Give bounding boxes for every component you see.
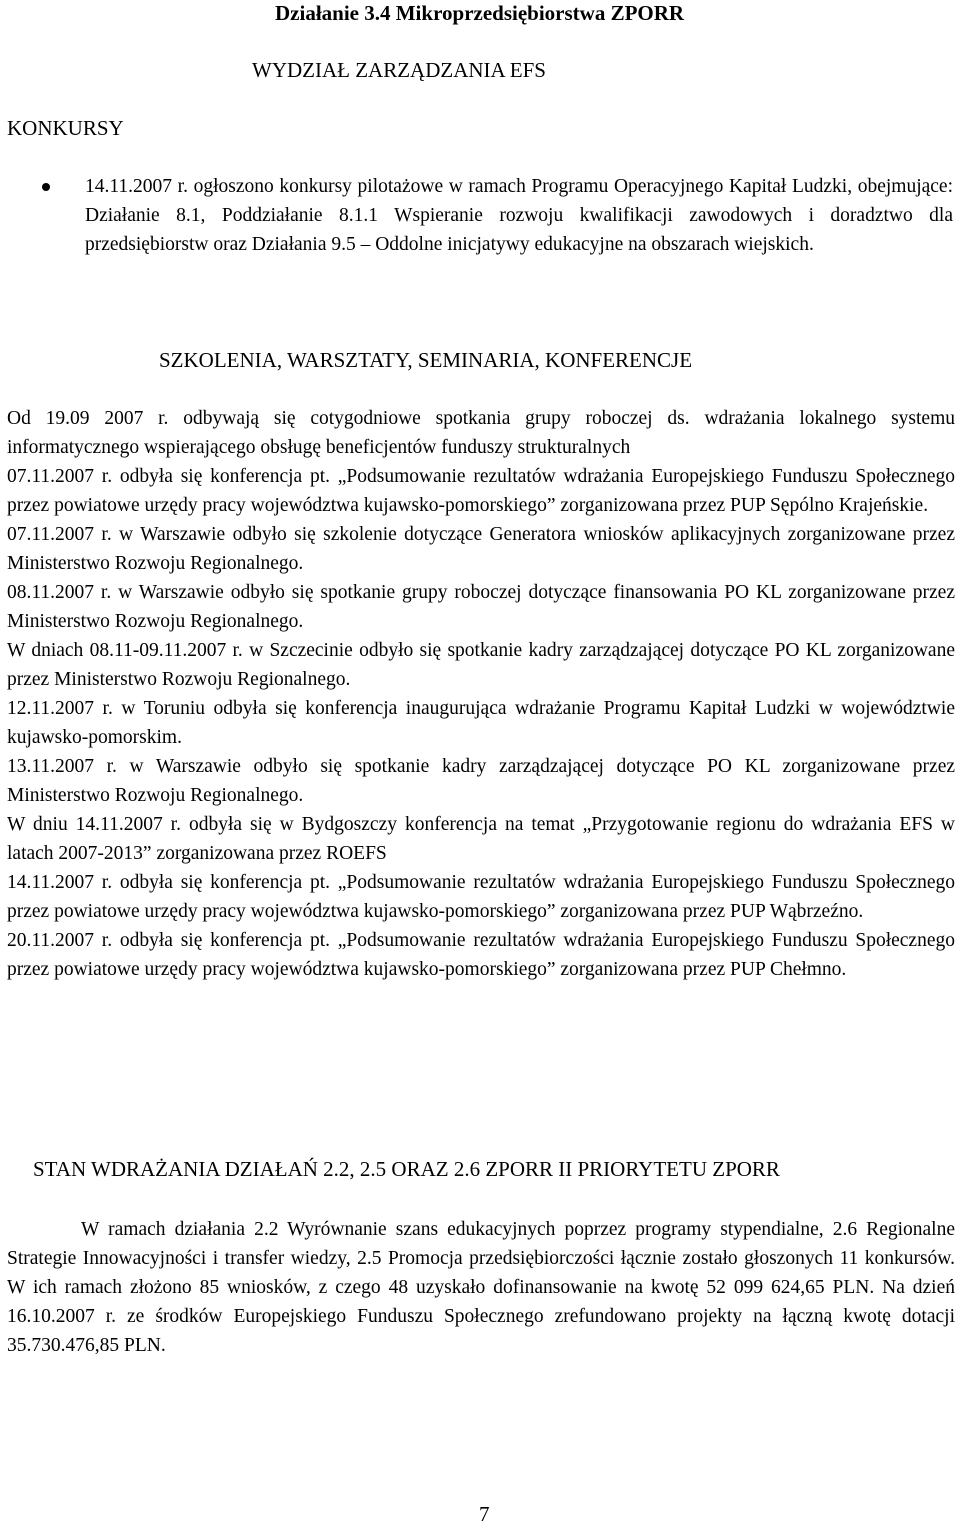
competitions-heading: KONKURSY <box>7 116 124 140</box>
department-heading: WYDZIAŁ ZARZĄDZANIA EFS <box>252 58 546 82</box>
event-entry: Od 19.09 2007 r. odbywają się cotygodniowe spotkania grupy roboczej ds. wdrażania lokalnego systemu informatycznego wspierającego obsługę beneficjentów funduszy strukturalnych <box>7 408 955 458</box>
list-item: 14.11.2007 r. ogłoszono konkursy pilotażowe w ramach Programu Operacyjnego Kapitał Ludzki, obejmujące: Działanie 8.1, Poddziałanie 8.1.1 Wspieranie rozwoju kwalifikacji zawodowych i doradztwo dla przedsiębiorstw oraz Działania 9.5 – Oddolne inicjatywy edukacyjne na obszarach wiejskich. <box>85 176 953 255</box>
page-number: 7 <box>479 1502 490 1526</box>
event-entry: W dniu 14.11.2007 r. odbyła się w Bydgoszczy konferencja na temat „Przygotowanie regionu do wdrażania EFS w latach 2007-2013” zorganizowana przez ROEFS <box>7 814 955 864</box>
action-title: Działanie 3.4 Mikroprzedsiębiorstwa ZPORR <box>275 1 685 25</box>
events-section-title: SZKOLENIA, WARSZTATY, SEMINARIA, KONFERENCJE <box>159 348 693 372</box>
event-entry: 13.11.2007 r. w Warszawie odbyło się spotkanie kadry zarządzającej dotyczące PO KL zorganizowane przez Ministerstwo Rozwoju Regionalnego. <box>7 756 955 806</box>
event-entry: 07.11.2007 r. odbyła się konferencja pt. „Podsumowanie rezultatów wdrażania Europejskiego Funduszu Społecznego przez powiatowe urzędy pracy województwa kujawsko-pomorskiego” zorganizowana przez PUP Sępólno Krajeńskie. <box>7 466 955 516</box>
event-entry: 08.11.2007 r. w Warszawie odbyło się spotkanie grupy roboczej dotyczące finansowania PO KL zorganizowane przez Ministerstwo Rozwoju Regionalnego. <box>7 582 955 632</box>
bullet-icon <box>42 183 50 191</box>
event-entry: 12.11.2007 r. w Toruniu odbyła się konferencja inaugurująca wdrażanie Programu Kapitał Ludzki w województwie kujawsko-pomorskim. <box>7 698 955 748</box>
event-entry: 20.11.2007 r. odbyła się konferencja pt. „Podsumowanie rezultatów wdrażania Europejskiego Funduszu Społecznego przez powiatowe urzędy pracy województwa kujawsko-pomorskiego” zorganizowana przez PUP Chełmno. <box>7 930 955 980</box>
status-section-title: STAN WDRAŻANIA DZIAŁAŃ 2.2, 2.5 ORAZ 2.6 ZPORR II PRIORYTETU ZPORR <box>33 1157 780 1181</box>
events-list <box>7 404 955 984</box>
event-entry: 07.11.2007 r. w Warszawie odbyło się szkolenie dotyczące Generatora wniosków aplikacyjnych zorganizowane przez Ministerstwo Rozwoju Regionalnego. <box>7 524 955 574</box>
status-paragraph: W ramach działania 2.2 Wyrównanie szans edukacyjnych poprzez programy stypendialne, 2.6 Regionalne Strategie Innowacyjności i transfer wiedzy, 2.5 Promocja przedsiębiorczości łącznie zostało głoszonych 11 konkursów. W ich ramach złożono 85 wniosków, z czego 48 uzyskało dofinansowanie na kwotę 52 099 624,65 PLN. Na dzień 16.10.2007 r. ze środków Europejskiego Funduszu Społecznego zrefundowano projekty na łączną kwotę dotacji 35.730.476,85 PLN. <box>7 1219 955 1356</box>
event-entry: W dniach 08.11-09.11.2007 r. w Szczecinie odbyło się spotkanie kadry zarządzającej dotyczące PO KL zorganizowane przez Ministerstwo Rozwoju Regionalnego. <box>7 640 955 690</box>
event-entry: 14.11.2007 r. odbyła się konferencja pt. „Podsumowanie rezultatów wdrażania Europejskiego Funduszu Społecznego przez powiatowe urzędy pracy województwa kujawsko-pomorskiego” zorganizowana przez PUP Wąbrzeźno. <box>7 872 955 922</box>
